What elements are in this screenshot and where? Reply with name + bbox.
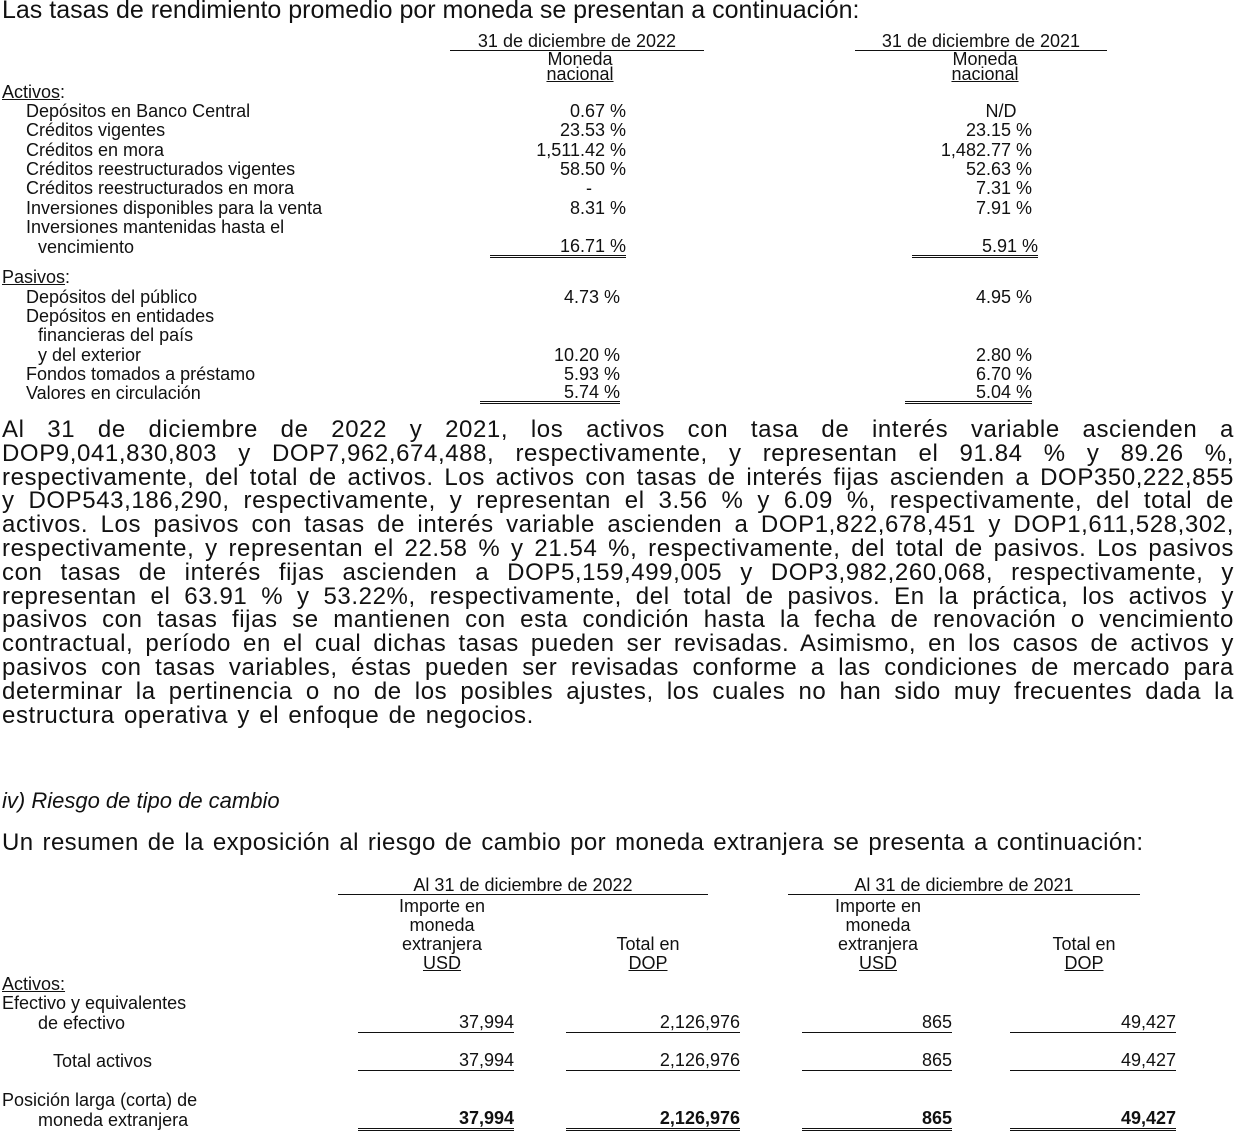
subheader-nacional-2021: nacional bbox=[951, 64, 1019, 84]
row-value-2021: 23.15 % bbox=[965, 120, 1032, 140]
col-header-2022: 31 de diciembre de 2022 bbox=[450, 33, 704, 51]
row-value-2022: 5.93 % bbox=[563, 364, 620, 384]
t2-importe-line: Importe en bbox=[398, 896, 486, 916]
row-value-2021: N/D bbox=[985, 101, 1017, 121]
t2-total-line: Total en bbox=[616, 934, 680, 954]
row-label: Inversiones mantenidas hasta el bbox=[26, 217, 285, 237]
t2-importe-header-2022 bbox=[372, 897, 512, 973]
intro-text: Las tasas de rendimiento promedio por moneda se presentan a continuación: bbox=[2, 0, 860, 24]
row-label: Inversiones disponibles para la venta bbox=[26, 198, 323, 218]
row-value-2022: 16.71 % bbox=[490, 237, 626, 258]
t2-total-header-2022 bbox=[580, 935, 716, 973]
row-label: Créditos reestructurados en mora bbox=[26, 178, 295, 198]
t2-dop-2021: 49,427 bbox=[1010, 1050, 1176, 1071]
t2-col-header-2021: Al 31 de diciembre de 2021 bbox=[788, 877, 1140, 895]
t2-row-label: Efectivo y equivalentes bbox=[2, 993, 187, 1013]
row-label: Depósitos del público bbox=[26, 287, 198, 307]
t2-dop-2021: 49,427 bbox=[1010, 1012, 1176, 1033]
t2-usd-2021: 865 bbox=[802, 1108, 952, 1131]
t2-dop-2022: 2,126,976 bbox=[566, 1012, 740, 1033]
row-value-2021: 52.63 % bbox=[965, 159, 1032, 179]
row-value-2022: - bbox=[586, 178, 592, 198]
row-value-2021: 7.31 % bbox=[975, 178, 1032, 198]
section-title: iv) Riesgo de tipo de cambio bbox=[2, 788, 280, 813]
row-value-2021: 5.04 % bbox=[905, 383, 1032, 404]
t2-dop-label: DOP bbox=[1064, 953, 1104, 973]
row-label: Créditos en mora bbox=[26, 140, 165, 160]
t2-importe-header-2021 bbox=[808, 897, 948, 973]
t2-total-line: Total en bbox=[1052, 934, 1116, 954]
subheader-moneda-2021: Moneda bbox=[952, 49, 1018, 69]
pasivos-header-text: Pasivos bbox=[2, 267, 66, 287]
t2-importe-line: extranjera bbox=[401, 934, 483, 954]
col-header-2021: 31 de diciembre de 2021 bbox=[855, 33, 1107, 51]
activos-header-text: Activos bbox=[2, 82, 61, 102]
row-value-2021: 7.91 % bbox=[975, 198, 1032, 218]
row-value-2021: 5.91 % bbox=[912, 237, 1038, 258]
row-value-2022: 0.67 % bbox=[569, 101, 626, 121]
t2-col-header-2022: Al 31 de diciembre de 2022 bbox=[338, 877, 708, 895]
pasivos-colon: : bbox=[65, 267, 71, 287]
t2-usd-2022: 37,994 bbox=[358, 1108, 514, 1131]
t2-importe-line: extranjera bbox=[837, 934, 919, 954]
row-value-2022: 58.50 % bbox=[559, 159, 626, 179]
t2-usd-label: USD bbox=[422, 953, 461, 973]
t2-row-label: Total activos bbox=[53, 1051, 153, 1071]
row-value-2021: 2.80 % bbox=[975, 345, 1032, 365]
t2-usd-2021: 865 bbox=[802, 1050, 952, 1071]
row-value-2022: 10.20 % bbox=[553, 345, 620, 365]
row-value-2022: 1,511.42 % bbox=[536, 140, 626, 160]
row-value-2022: 4.73 % bbox=[563, 287, 620, 307]
row-label: financieras del país bbox=[38, 325, 194, 345]
t2-activos-header: Activos: bbox=[2, 974, 66, 994]
t2-importe-line: Importe en bbox=[834, 896, 922, 916]
row-label: Fondos tomados a préstamo bbox=[26, 364, 256, 384]
t2-row-label: moneda extranjera bbox=[38, 1110, 189, 1130]
subheader-moneda-2022: Moneda bbox=[547, 49, 613, 69]
activos-colon: : bbox=[60, 82, 66, 102]
t2-total-header-2021 bbox=[1016, 935, 1152, 973]
t2-dop-2021: 49,427 bbox=[1010, 1108, 1176, 1131]
subheader-nacional-2022: nacional bbox=[546, 64, 614, 84]
t2-importe-line: moneda bbox=[409, 915, 475, 935]
row-label: vencimiento bbox=[38, 237, 135, 257]
row-value-2021: 6.70 % bbox=[975, 364, 1032, 384]
row-value-2021: 1,482.77 % bbox=[940, 140, 1032, 160]
pasivos-header bbox=[2, 267, 70, 288]
row-label: Depósitos en Banco Central bbox=[26, 101, 251, 121]
t2-importe-line: moneda bbox=[845, 915, 911, 935]
row-value-2022: 8.31 % bbox=[569, 198, 626, 218]
activos-header bbox=[2, 82, 65, 103]
summary-text: Un resumen de la exposición al riesgo de cambio por moneda extranjera se presenta a continuación: bbox=[2, 829, 1144, 856]
row-label: Depósitos en entidades bbox=[26, 306, 215, 326]
row-label: y del exterior bbox=[38, 345, 142, 365]
t2-usd-2022: 37,994 bbox=[358, 1012, 514, 1033]
t2-usd-2022: 37,994 bbox=[358, 1050, 514, 1071]
t2-usd-2021: 865 bbox=[802, 1012, 952, 1033]
row-value-2022: 5.74 % bbox=[480, 383, 620, 404]
t2-dop-label: DOP bbox=[628, 953, 668, 973]
t2-dop-2022: 2,126,976 bbox=[566, 1108, 740, 1131]
row-value-2022: 23.53 % bbox=[559, 120, 626, 140]
row-label: Valores en circulación bbox=[26, 383, 201, 403]
t2-row-label: de efectivo bbox=[38, 1013, 126, 1033]
t2-row-label: Posición larga (corta) de bbox=[2, 1090, 198, 1110]
t2-dop-2022: 2,126,976 bbox=[566, 1050, 740, 1071]
row-label: Créditos vigentes bbox=[26, 120, 166, 140]
body-paragraph: Al 31 de diciembre de 2022 y 2021, los activos con tasa de interés variable ascienden a DOP9,041,830,803 y DOP7,962,674,488, respectivamente, y representan el 91.84 % y 89.26 %, respectivamente, del total de activos. Los activos con tasas de interés fijas ascienden a DOP350,222,855 y DOP543,186,290, respectivamente, y representan el 3.56 % y 6.09 %, respectivamente, del total de activos. Los pasivos con tasas de interés variable ascienden a DOP1,822,678,451 y DOP1,611,528,302, respectivamente, y representan el 22.58 % y 21.54 %, respectivamente, del total de pasivos. Los pasivos con tasas de interés fijas ascienden a DOP5,159,499,005 y DOP3,982,260,068, respectivamente, y representan el 63.91 % y 53.22%, respectivamente, del total de pasivos. En la práctica, los activos y pasivos con tasas fijas se mantienen con esta condición hasta la fecha de renovación o vencimiento contractual, período en el cual dichas tasas pueden ser revisadas. Asimismo, en los casos de activos y pasivos con tasas variables, éstas pueden ser revisadas conforme a las condiciones de mercado para determinar la pertinencia o no de los posibles ajustes, los cuales no han sido muy frecuentes dada la estructura operativa y el enfoque de negocios. bbox=[2, 416, 1234, 729]
row-label: Créditos reestructurados vigentes bbox=[26, 159, 296, 179]
t2-usd-label: USD bbox=[858, 953, 897, 973]
row-value-2021: 4.95 % bbox=[975, 287, 1032, 307]
